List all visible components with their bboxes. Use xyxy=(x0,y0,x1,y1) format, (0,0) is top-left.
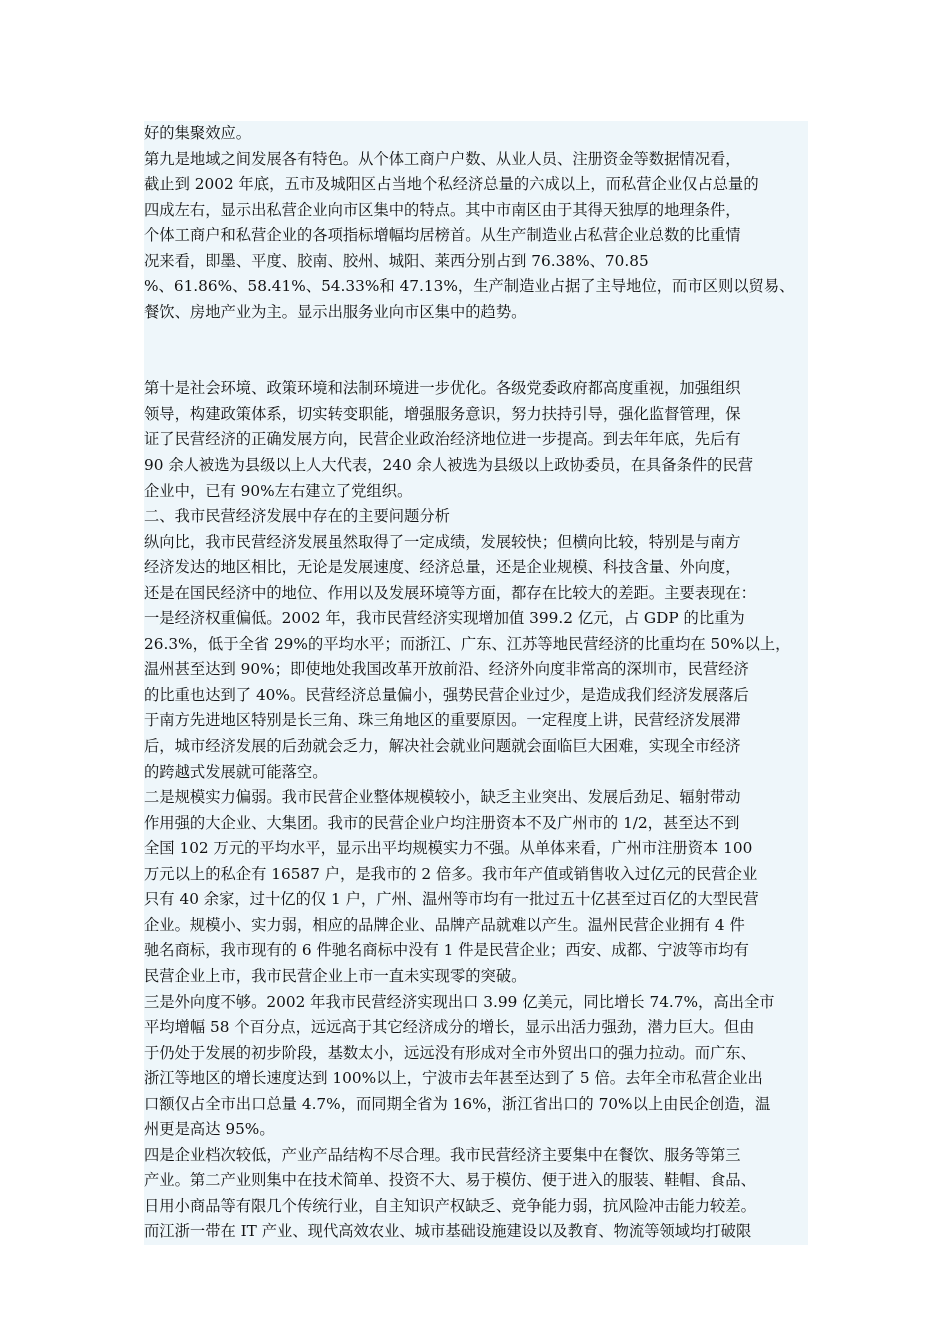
text-line: 产业。第二产业则集中在技术简单、投资不大、易于模仿、便于进入的服装、鞋帽、食品、 xyxy=(144,1171,756,1190)
text-line: 证了民营经济的正确发展方向，民营企业政治经济地位进一步提高。到去年年底，先后有 xyxy=(144,430,741,449)
text-line: 于仍处于发展的初步阶段，基数太小，远远没有形成对全市外贸出口的强力拉动。而广东、 xyxy=(144,1043,756,1062)
text-line: 还是在国民经济中的地位、作用以及发展环境等方面，都存在比较大的差距。主要表现在： xyxy=(144,583,756,602)
text-line: 的跨越式发展就可能落空。 xyxy=(144,762,328,781)
text-line: 个体工商户和私营企业的各项指标增幅均居榜首。从生产制造业占私营企业总数的比重情 xyxy=(144,226,741,245)
text-line: 三是外向度不够。2002 年我市民营经济实现出口 3.99 亿美元，同比增长 74.7%，高出全市 xyxy=(144,992,775,1011)
text-line: 于南方先进地区特别是长三角、珠三角地区的重要原因。一定程度上讲，民营经济发展滞 xyxy=(144,711,741,730)
text-line: 纵向比，我市民营经济发展虽然取得了一定成绩，发展较快；但横向比较，特别是与南方 xyxy=(144,532,741,551)
text-line: %、61.86%、58.41%、54.33%和 47.13%，生产制造业占据了主导地位，而市区则以贸易、 xyxy=(144,277,795,296)
text-line: 餐饮、房地产业为主。显示出服务业向市区集中的趋势。 xyxy=(144,302,527,321)
text-line: 经济发达的地区相比，无论是发展速度、经济总量，还是企业规模、科技含量、外向度， xyxy=(144,558,741,577)
text-line: 二、我市民营经济发展中存在的主要问题分析 xyxy=(144,507,450,526)
text-block-1 xyxy=(144,121,808,325)
text-line: 企业。规模小、实力弱，相应的品牌企业、品牌产品就难以产生。温州民营企业拥有 4 件 xyxy=(144,915,745,934)
text-line: 全国 102 万元的平均水平，显示出平均规模实力不强。从单体来看，广州市注册资本 100 xyxy=(144,839,753,858)
text-line: 四成左右，显示出私营企业向市区集中的特点。其中市南区由于其得天独厚的地理条件， xyxy=(144,200,741,219)
text-line: 第九是地域之间发展各有特色。从个体工商户户数、从业人员、注册资金等数据情况看， xyxy=(144,149,741,168)
text-line: 企业中，已有 90%左右建立了党组织。 xyxy=(144,481,413,500)
text-line: 而江浙一带在 IT 产业、现代高效农业、城市基础设施建设以及教育、物流等领域均打破限 xyxy=(144,1222,752,1241)
text-line: 日用小商品等有限几个传统行业，自主知识产权缺乏、竞争能力弱，抗风险冲击能力较差。 xyxy=(144,1196,756,1215)
paragraph-gap xyxy=(144,325,808,376)
text-line: 后，城市经济发展的后劲就会乏力，解决社会就业问题就会面临巨大困难，实现全市经济 xyxy=(144,737,741,756)
text-line: 温州甚至达到 90%；即使地处我国改革开放前沿、经济外向度非常高的深圳市，民营经济 xyxy=(144,660,749,679)
document-body xyxy=(144,121,808,1245)
text-line: 截止到 2002 年底，五市及城阳区占当地个私经济总量的六成以上，而私营企业仅占总量的 xyxy=(144,175,759,194)
text-line: 的比重也达到了 40%。民营经济总量偏小，强势民营企业过少，是造成我们经济发展落后 xyxy=(144,685,749,704)
text-line: 驰名商标，我市现有的 6 件驰名商标中没有 1 件是民营企业；西安、成都、宁波等市均有 xyxy=(144,941,749,960)
text-line: 一是经济权重偏低。2002 年，我市民营经济实现增加值 399.2 亿元，占 GDP 的比重为 xyxy=(144,609,745,628)
text-line: 平均增幅 58 个百分点，远远高于其它经济成分的增长，显示出活力强劲，潜力巨大。但由 xyxy=(144,1018,755,1037)
text-line: 第十是社会环境、政策环境和法制环境进一步优化。各级党委政府都高度重视，加强组织 xyxy=(144,379,741,398)
text-line: 好的集聚效应。 xyxy=(144,124,252,142)
text-line: 万元以上的私企有 16587 户，是我市的 2 倍多。我市年产值或销售收入过亿元的民营企业 xyxy=(144,864,758,883)
text-block-2 xyxy=(144,376,808,1245)
text-line: 90 余人被选为县级以上人大代表，240 余人被选为县级以上政协委员，在具备条件的民营 xyxy=(144,456,754,475)
text-line: 只有 40 余家，过十亿的仅 1 户，广州、温州等市均有一批过五十亿甚至过百亿的大型民营 xyxy=(144,890,759,909)
text-line: 况来看，即墨、平度、胶南、胶州、城阳、莱西分别占到 76.38%、70.85 xyxy=(144,251,649,270)
text-line: 四是企业档次较低，产业产品结构不尽合理。我市民营经济主要集中在餐饮、服务等第三 xyxy=(144,1145,741,1164)
text-line: 浙江等地区的增长速度达到 100%以上，宁波市去年甚至达到了 5 倍。去年全市私营企业出 xyxy=(144,1069,763,1088)
text-line: 作用强的大企业、大集团。我市的民营企业户均注册资本不及广州市的 1/2，甚至达不到 xyxy=(144,813,740,832)
text-line: 领导，构建政策体系，切实转变职能，增强服务意识，努力扶持引导，强化监督管理，保 xyxy=(144,404,741,423)
text-line: 口额仅占全市出口总量 4.7%，而同期全省为 16%，浙江省出口的 70%以上由民企创造，温 xyxy=(144,1094,771,1113)
text-line: 二是规模实力偏弱。我市民营企业整体规模较小，缺乏主业突出、发展后劲足、辐射带动 xyxy=(144,788,741,807)
text-line: 26.3%，低于全省 29%的平均水平；而浙江、广东、江苏等地民营经济的比重均在 50%以上， xyxy=(144,634,791,653)
text-line: 州更是高达 95%。 xyxy=(144,1120,275,1139)
text-line: 民营企业上市，我市民营企业上市一直未实现零的突破。 xyxy=(144,966,527,985)
